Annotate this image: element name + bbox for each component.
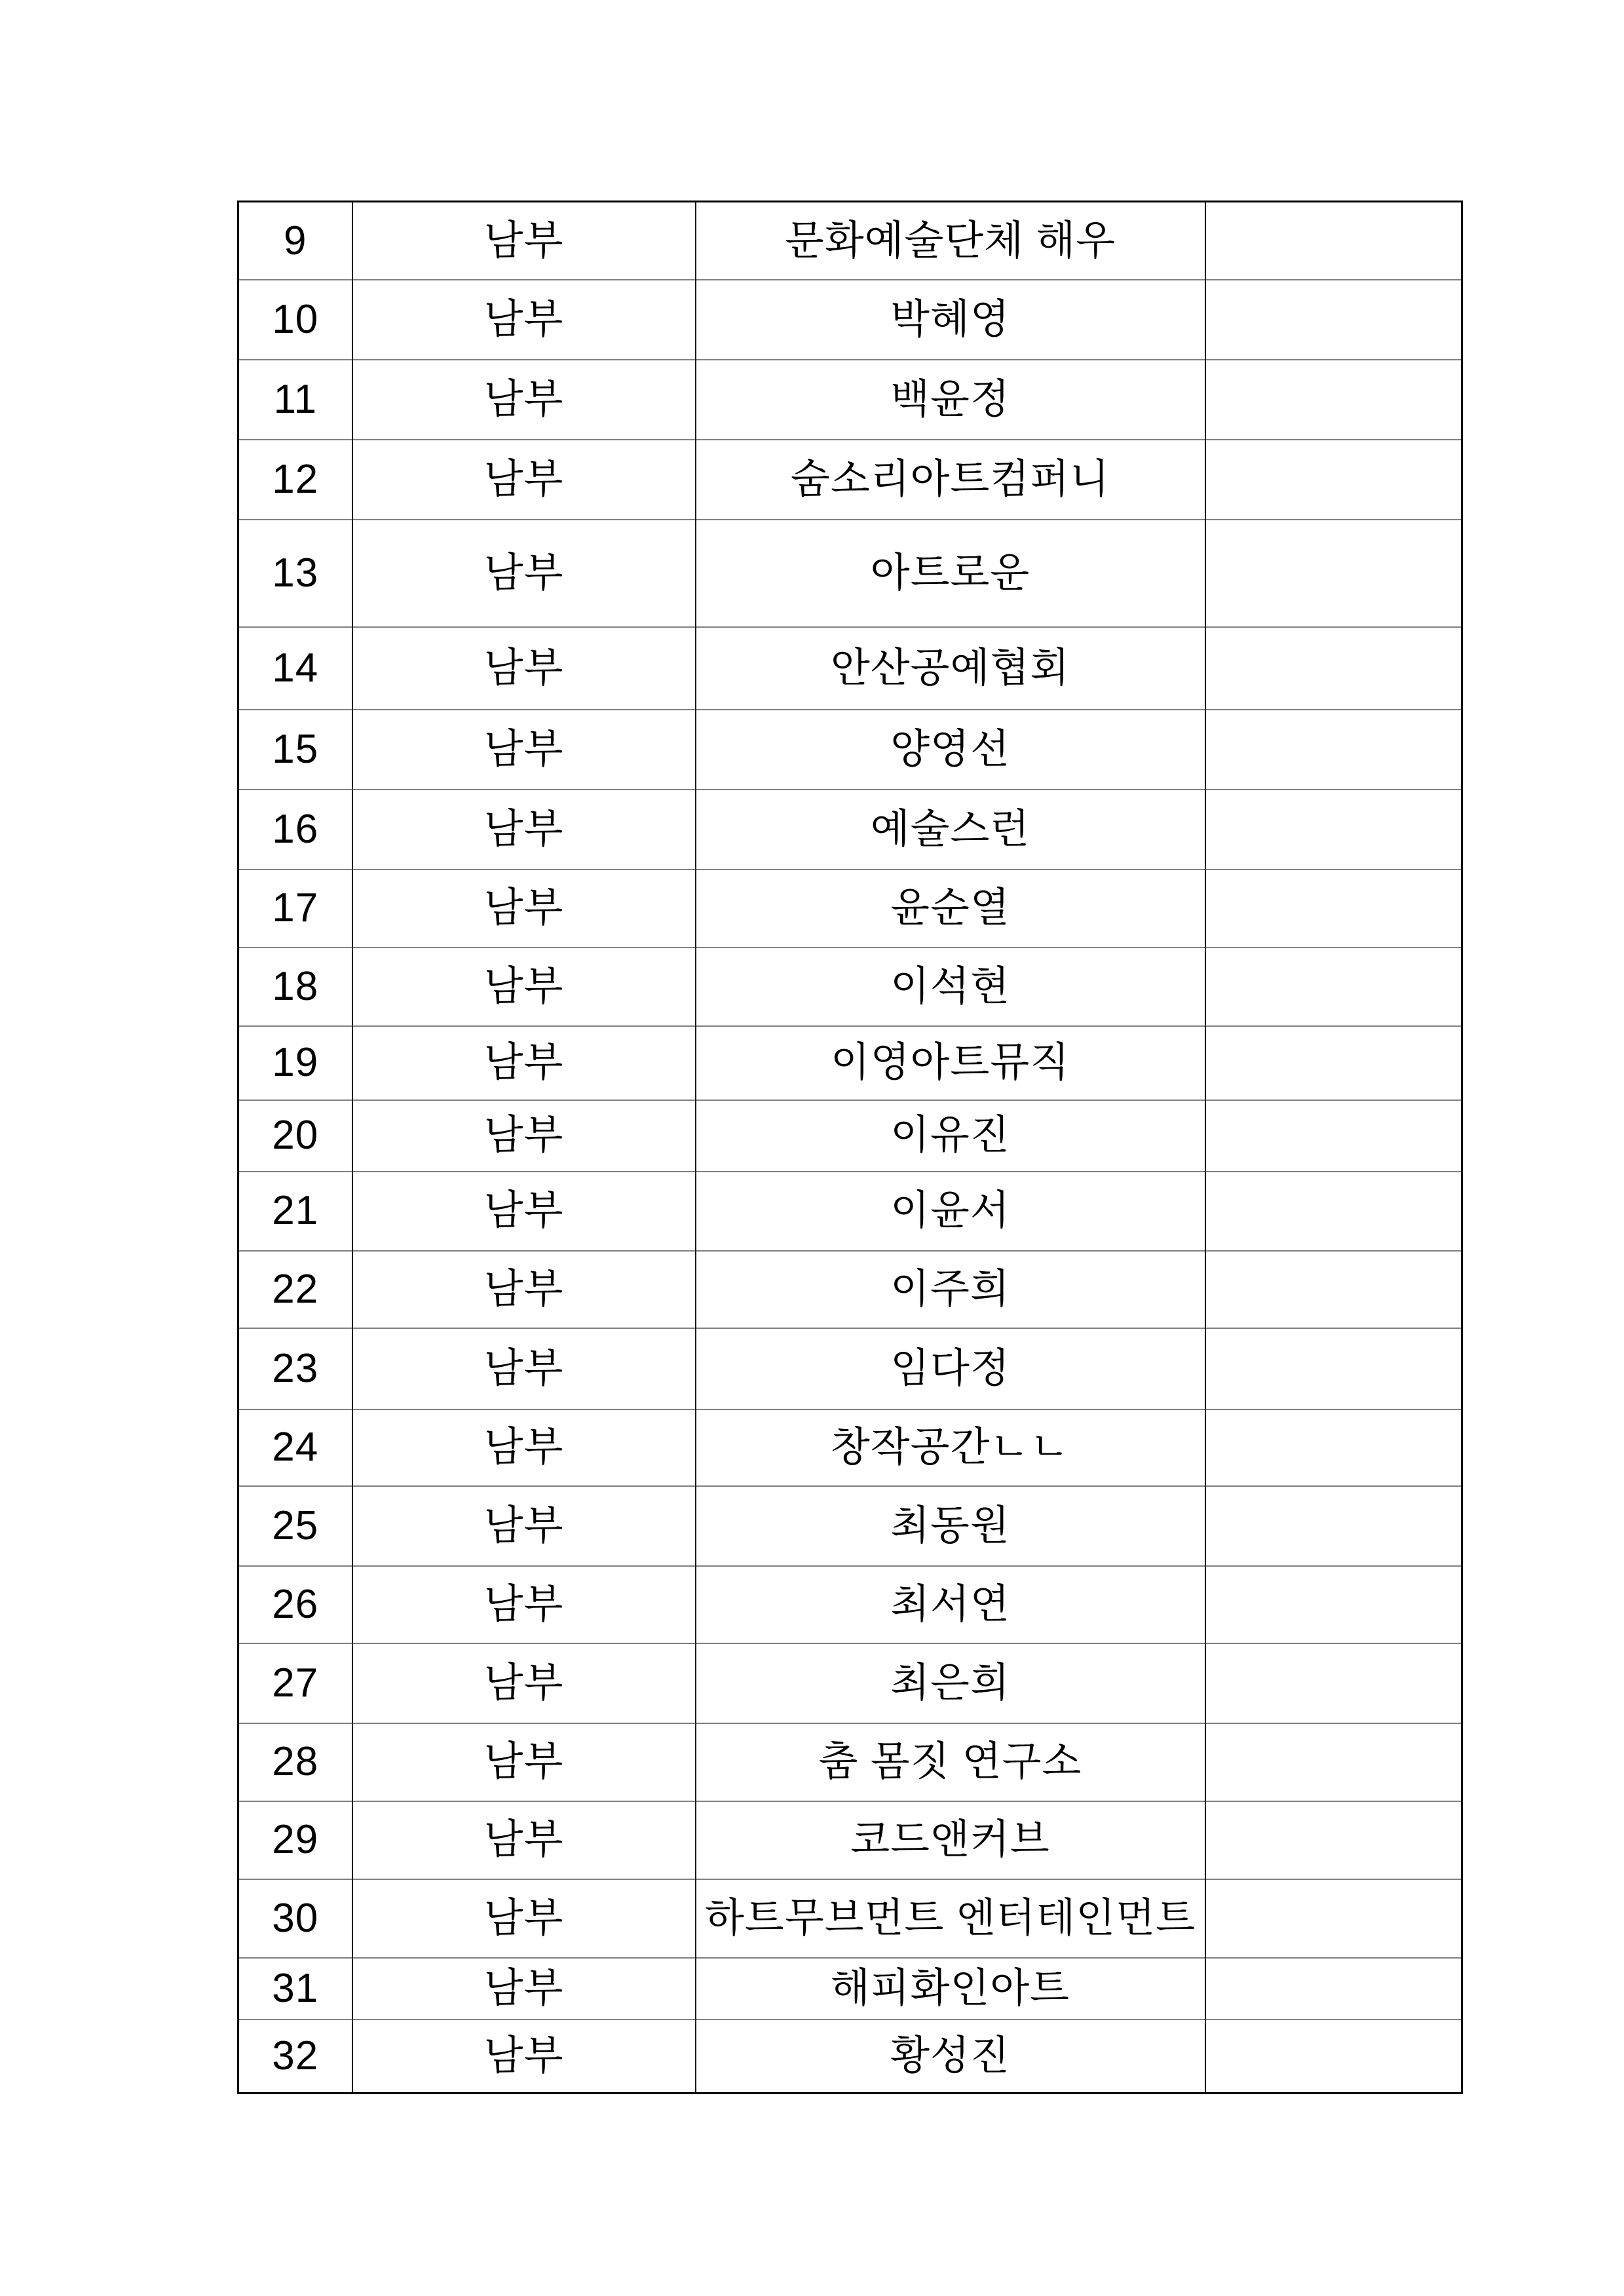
- row-number-cell: 9: [284, 218, 307, 263]
- table-row: [238, 280, 1462, 360]
- row-number-cell: 17: [238, 870, 352, 947]
- name-cell: 숨소리아트컴퍼니: [696, 440, 1205, 520]
- region-cell: 남부: [352, 947, 696, 1026]
- table-row: [238, 1100, 1462, 1172]
- empty-cell: [1205, 1879, 1462, 1958]
- empty-cell: [1205, 520, 1462, 627]
- empty-cell: [1205, 1328, 1462, 1409]
- empty-cell: [1205, 1486, 1462, 1566]
- name-cell: 임다정: [696, 1328, 1205, 1409]
- roster-table-body: [238, 202, 1462, 2094]
- empty-cell: [1205, 1801, 1462, 1879]
- row-number-cell: 21: [238, 1172, 352, 1251]
- region-cell: 남부: [352, 1879, 696, 1958]
- name-cell: 아트로운: [696, 520, 1205, 627]
- name-cell: 이영아트뮤직: [696, 1026, 1205, 1100]
- region-cell: 남부: [352, 280, 696, 360]
- row-number-cell: 12: [238, 440, 352, 520]
- row-number-cell: 30: [238, 1879, 352, 1958]
- row-number-cell: 15: [238, 710, 352, 790]
- name-cell: 박혜영: [696, 280, 1205, 360]
- empty-cell: [1205, 1251, 1462, 1328]
- table-row: [238, 790, 1462, 870]
- region-cell: 남부: [352, 1251, 696, 1328]
- region-cell: 남부: [352, 1801, 696, 1879]
- empty-cell: [1205, 1100, 1462, 1172]
- table-row: [238, 1958, 1462, 2019]
- empty-cell: [1205, 1643, 1462, 1723]
- name-cell: 양영선: [696, 710, 1205, 790]
- empty-cell: [1205, 1172, 1462, 1251]
- name-cell: 하트무브먼트 엔터테인먼트: [696, 1879, 1205, 1958]
- table-row: [238, 440, 1462, 520]
- roster-table: [237, 201, 1463, 2094]
- region-cell: 남부: [352, 1723, 696, 1801]
- name-cell: 최동원: [696, 1486, 1205, 1566]
- row-number-cell: 18: [238, 947, 352, 1026]
- name-cell: 백윤정: [696, 360, 1205, 440]
- empty-cell: [1205, 440, 1462, 520]
- empty-cell: [1205, 1026, 1462, 1100]
- name-cell: 코드앤커브: [696, 1801, 1205, 1879]
- table-row: [238, 947, 1462, 1026]
- empty-cell: [1205, 870, 1462, 947]
- region-cell: 남부: [352, 1958, 696, 2019]
- empty-cell: [1205, 2019, 1462, 2094]
- empty-cell: [1205, 947, 1462, 1026]
- region-cell: 남부: [352, 520, 696, 627]
- row-number-cell: 27: [238, 1643, 352, 1723]
- name-cell: 윤순열: [696, 870, 1205, 947]
- region-cell: 남부: [352, 710, 696, 790]
- row-number-cell: 32: [238, 2019, 352, 2094]
- row-number-cell: 11: [238, 360, 352, 440]
- name-cell: 최서연: [696, 1566, 1205, 1643]
- region-cell: 남부: [352, 870, 696, 947]
- table-row: [238, 1801, 1462, 1879]
- row-number-cell: 13: [238, 520, 352, 627]
- row-number-cell: 28: [238, 1723, 352, 1801]
- table-row: [238, 1723, 1462, 1801]
- name-cell: 이주희: [696, 1251, 1205, 1328]
- empty-cell: [1205, 360, 1462, 440]
- table-row: [238, 1879, 1462, 1958]
- row-number-cell: 19: [238, 1026, 352, 1100]
- row-number-cell: 20: [238, 1100, 352, 1172]
- table-row: [238, 1486, 1462, 1566]
- table-row: [238, 1251, 1462, 1328]
- region-cell: 남부: [352, 1566, 696, 1643]
- empty-cell: [1205, 790, 1462, 870]
- table-row: [238, 870, 1462, 947]
- row-number-cell: 25: [238, 1486, 352, 1566]
- table-row: [238, 1643, 1462, 1723]
- region-cell: 남부: [352, 2019, 696, 2094]
- name-cell: 해피화인아트: [696, 1958, 1205, 2019]
- region-cell: 남부: [352, 1328, 696, 1409]
- region-cell: 남부: [352, 790, 696, 870]
- name-cell: 예술스런: [696, 790, 1205, 870]
- empty-cell: [1205, 202, 1462, 280]
- row-number-cell: 16: [238, 790, 352, 870]
- region-cell: 남부: [352, 1409, 696, 1486]
- name-cell: 이윤서: [696, 1172, 1205, 1251]
- table-row: [238, 520, 1462, 627]
- name-cell: 최은희: [696, 1643, 1205, 1723]
- name-cell: 황성진: [696, 2019, 1205, 2094]
- name-cell: 이유진: [696, 1100, 1205, 1172]
- region-cell: 남부: [352, 1172, 696, 1251]
- region-cell: 남부: [352, 202, 696, 280]
- region-cell: 남부: [352, 440, 696, 520]
- row-number-cell: 22: [238, 1251, 352, 1328]
- table-row: [238, 1328, 1462, 1409]
- row-number-cell: 24: [238, 1409, 352, 1486]
- table-row: [238, 202, 1462, 280]
- table-row: [238, 360, 1462, 440]
- region-cell: 남부: [352, 1026, 696, 1100]
- empty-cell: [1205, 1958, 1462, 2019]
- row-number-cell: 31: [238, 1958, 352, 2019]
- name-cell: 문화예술단체 해우: [696, 202, 1205, 280]
- empty-cell: [1205, 1723, 1462, 1801]
- empty-cell: [1205, 1566, 1462, 1643]
- name-cell: 이석현: [696, 947, 1205, 1026]
- region-cell: 남부: [352, 1100, 696, 1172]
- table-row: [238, 1026, 1462, 1100]
- empty-cell: [1205, 627, 1462, 710]
- row-number-cell: 29: [238, 1801, 352, 1879]
- row-number-cell: 26: [238, 1566, 352, 1643]
- row-number-cell: 23: [238, 1328, 352, 1409]
- name-cell: 춤 몸짓 연구소: [696, 1723, 1205, 1801]
- empty-cell: [1205, 280, 1462, 360]
- table-row: [238, 2019, 1462, 2094]
- region-cell: 남부: [352, 1486, 696, 1566]
- name-cell: 안산공예협회: [696, 627, 1205, 710]
- row-number-cell: 10: [238, 280, 352, 360]
- empty-cell: [1205, 710, 1462, 790]
- empty-cell: [1205, 1409, 1462, 1486]
- table-row: [238, 1172, 1462, 1251]
- region-cell: 남부: [352, 360, 696, 440]
- table-row: [238, 1409, 1462, 1486]
- region-cell: 남부: [352, 1643, 696, 1723]
- table-row: [238, 710, 1462, 790]
- row-number-cell: 14: [238, 627, 352, 710]
- table-row: [238, 627, 1462, 710]
- table-row: [238, 1566, 1462, 1643]
- region-cell: 남부: [352, 627, 696, 710]
- name-cell: 창작공간ㄴㄴ: [696, 1409, 1205, 1486]
